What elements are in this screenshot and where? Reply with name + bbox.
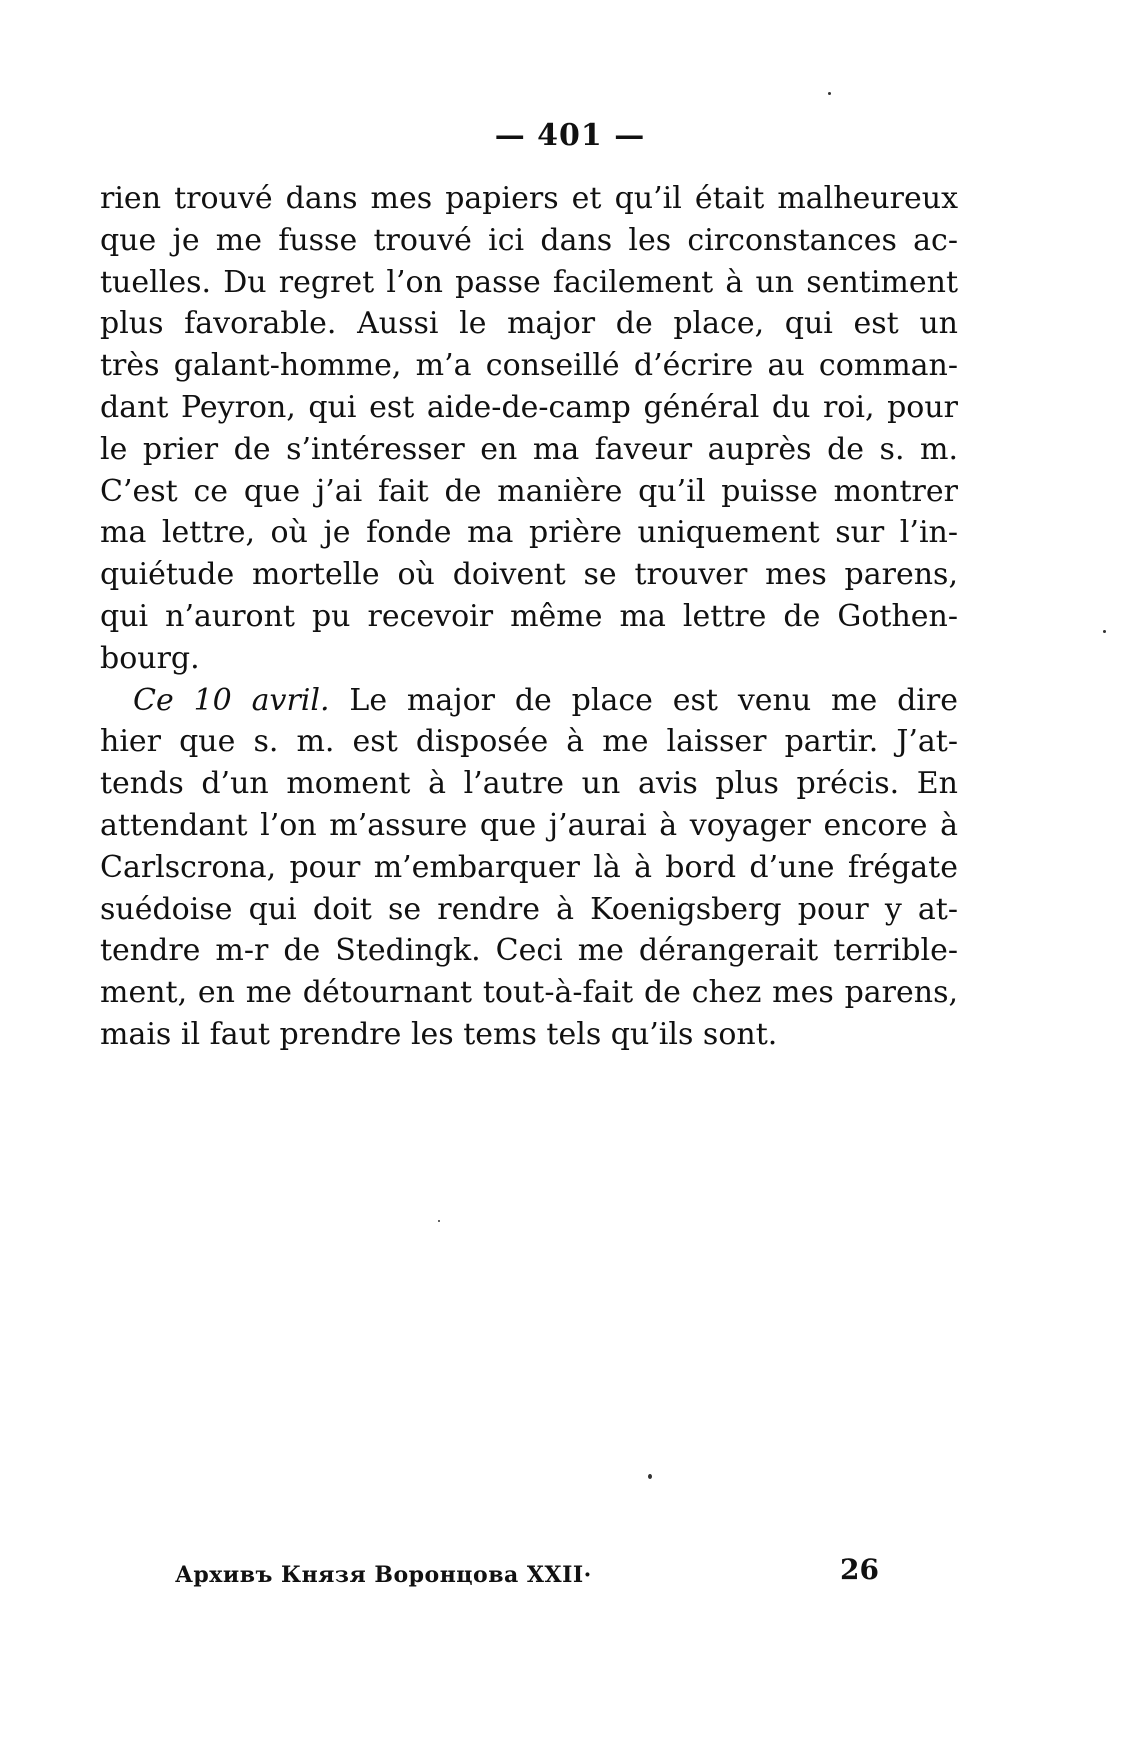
entry-date: Ce 10 avril. bbox=[133, 682, 330, 718]
text-line: bourg. bbox=[100, 640, 200, 676]
text-line: tuelles. Du regret l’on passe facilement à un sentiment bbox=[100, 264, 958, 300]
text-line-rest: Le major de place est venu me dire bbox=[349, 682, 958, 718]
footer-source: Архивъ Князя Воронцова XXII· bbox=[175, 1562, 592, 1588]
text-line: suédoise qui doit se rendre à Koenigsberg pour y at- bbox=[100, 891, 958, 927]
text-line: qui n’auront pu recevoir même ma lettre de Gothen- bbox=[100, 598, 958, 634]
scan-speck bbox=[828, 92, 831, 95]
body-text bbox=[100, 178, 958, 1056]
text-line: hier que s. m. est disposée à me laisser partir. J’at- bbox=[100, 724, 958, 760]
scan-speck bbox=[438, 1220, 440, 1222]
text-line: Carlscrona, pour m’embarquer là à bord d’une frégate bbox=[100, 849, 958, 885]
text-line: plus favorable. Aussi le major de place, qui est un bbox=[100, 306, 958, 342]
text-line: le prier de s’intéresser en ma faveur auprès de s. m. bbox=[100, 431, 958, 467]
page-number: — 401 — bbox=[494, 118, 646, 153]
scan-speck bbox=[1103, 630, 1106, 633]
signature-mark: 26 bbox=[840, 1553, 879, 1586]
text-line: attendant l’on m’assure que j’aurai à voyager encore à bbox=[100, 807, 958, 843]
paragraph-first-line bbox=[100, 680, 958, 722]
text-line: mais il faut prendre les tems tels qu’ils sont. bbox=[100, 1016, 778, 1052]
text-line: rien trouvé dans mes papiers et qu’il était malheureux bbox=[100, 181, 958, 216]
text-line: tends d’un moment à l’autre un avis plus précis. En bbox=[100, 766, 958, 802]
text-line: ment, en me détournant tout-à-fait de chez mes parens, bbox=[100, 975, 958, 1011]
text-line: tendre m-r de Stedingk. Ceci me dérangerait terrible- bbox=[100, 933, 958, 969]
text-line: ma lettre, où je fonde ma prière uniquement sur l’in- bbox=[100, 515, 958, 551]
text-line: dant Peyron, qui est aide-de-camp général du roi, pour bbox=[100, 389, 958, 425]
text-line: très galant-homme, m’a conseillé d’écrire au comman- bbox=[100, 348, 958, 384]
text-line: que je me fusse trouvé ici dans les circonstances ac- bbox=[100, 222, 958, 258]
text-line: C’est ce que j’ai fait de manière qu’il puisse montrer bbox=[100, 473, 958, 509]
scan-speck bbox=[648, 1474, 652, 1479]
text-line: quiétude mortelle où doivent se trouver mes parens, bbox=[100, 557, 958, 593]
